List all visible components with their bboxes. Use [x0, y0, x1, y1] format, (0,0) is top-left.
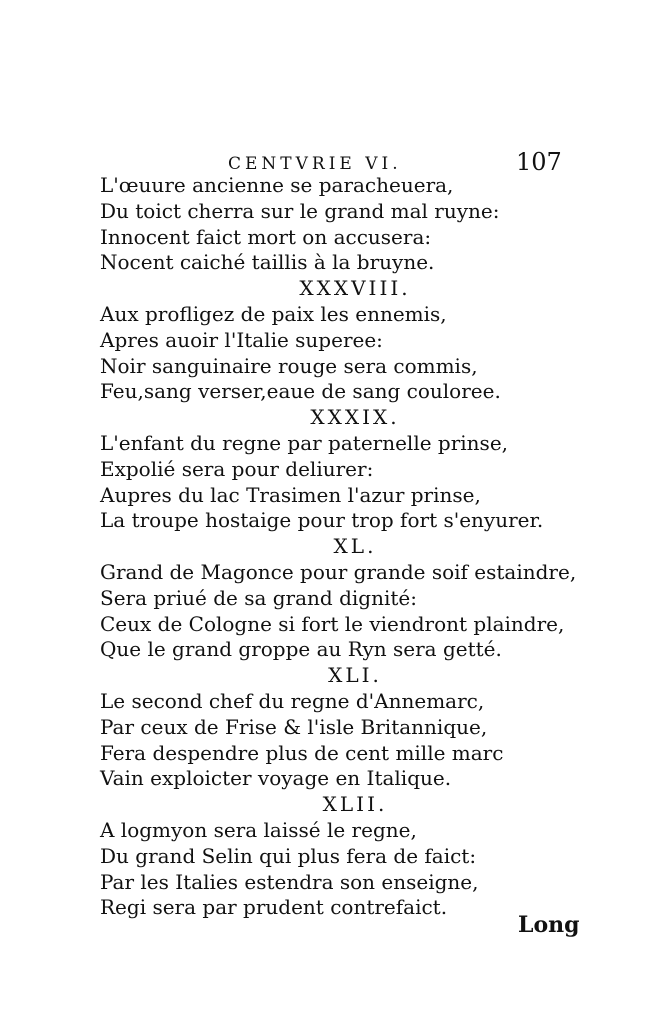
quatrain-number: XLI.: [328, 663, 382, 688]
quatrain-number: XLII.: [322, 792, 388, 817]
verse-line: Par les Italies estendra son enseigne,: [100, 869, 479, 894]
quatrain-number: XXXIX.: [310, 405, 400, 430]
verse-line: Par ceux de Frise & l'isle Britannique,: [100, 714, 488, 739]
verse-line: Expolié sera pour deliurer:: [100, 456, 374, 481]
verse-line: Grand de Magonce pour grande soif estaindre,: [100, 559, 577, 584]
verse-line: Innocent faict mort on accusera:: [100, 224, 432, 249]
verse-line: Fera despendre plus de cent mille marc: [100, 740, 504, 765]
verse-line: L'œuure ancienne se paracheuera,: [100, 173, 454, 197]
verse-line: Aupres du lac Trasimen l'azur prinse,: [100, 482, 481, 507]
verse-line: La troupe hostaige pour trop fort s'enyurer.: [100, 508, 544, 533]
verse-line: Nocent caiché taillis à la bruyne.: [100, 250, 435, 275]
verse-line: Du grand Selin qui plus fera de faict:: [100, 843, 477, 868]
verse-line: Le second chef du regne d'Annemarc,: [100, 688, 485, 713]
verse-line: Feu,sang verser,eaue de sang couloree.: [100, 379, 501, 404]
verse-line: Noir sanguinaire rouge sera commis,: [100, 353, 478, 378]
catchword: Long: [518, 912, 580, 938]
verse-line: Apres auoir l'Italie superee:: [100, 327, 383, 352]
verse-line: Du toict cherra sur le grand mal ruyne:: [100, 198, 500, 223]
verse-text-block: [100, 173, 577, 921]
quatrain-number: XXXVIII.: [299, 276, 411, 301]
quatrain-number: XL.: [333, 534, 377, 559]
verse-line: A logmyon sera laissé le regne,: [100, 817, 417, 842]
page-number: 107: [516, 148, 562, 176]
verse-line: Aux profligez de paix les ennemis,: [100, 301, 447, 326]
verse-line: Sera priué de sa grand dignité:: [100, 585, 417, 610]
verse-line: L'enfant du regne par paternelle prinse,: [100, 430, 509, 455]
verse-line: Vain exploicter voyage en Italique.: [100, 766, 452, 791]
verse-line: Que le grand groppe au Ryn sera getté.: [100, 637, 502, 662]
running-head: CENTVRIE VI.: [228, 154, 402, 174]
verse-line: Regi sera par prudent contrefaict.: [100, 895, 448, 920]
verse-line: Ceux de Cologne si fort le viendront plaindre,: [100, 611, 565, 636]
